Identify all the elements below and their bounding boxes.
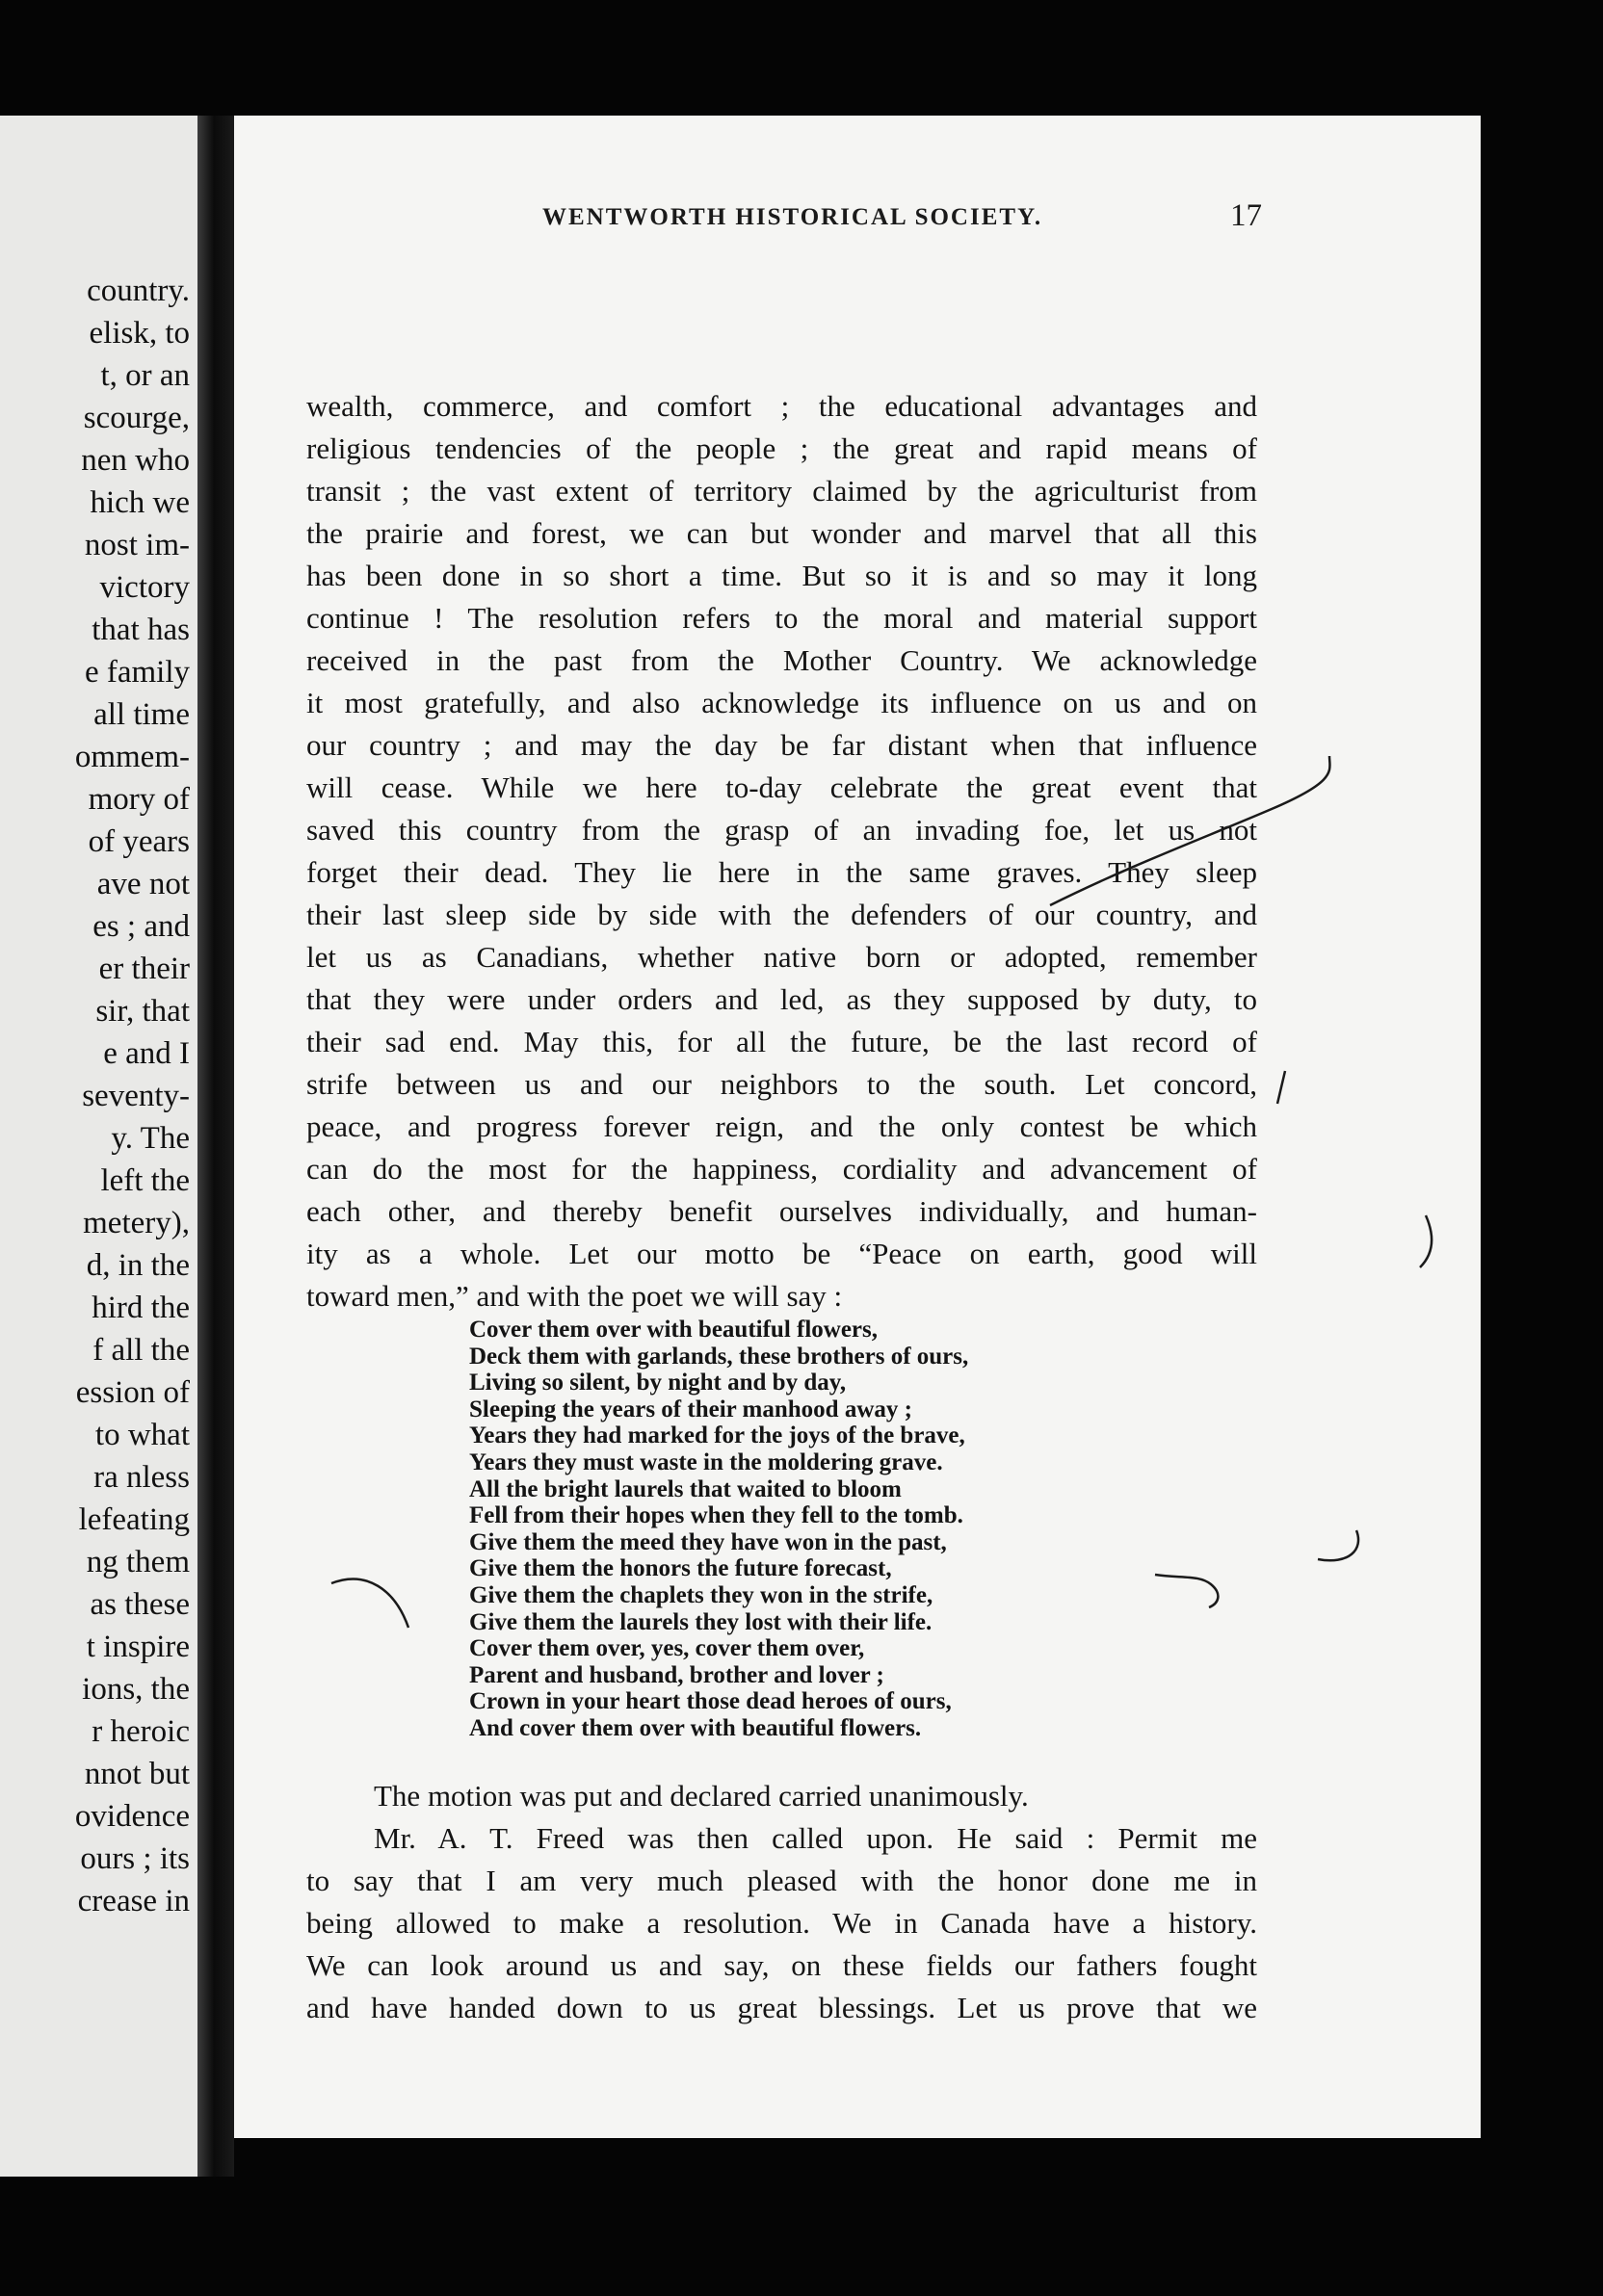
facing-page-line: f all the [92, 1333, 190, 1368]
facing-page-line: nost im- [84, 528, 190, 562]
pencil-mark-margin [1416, 1213, 1445, 1271]
poem-line: Living so silent, by night and by day, [469, 1370, 847, 1396]
poem-line: Give them the laurels they lost with their life. [469, 1608, 933, 1635]
pencil-mark-strike [1040, 751, 1349, 915]
facing-page-line: country. [87, 274, 190, 308]
pencil-mark-margin [1310, 1526, 1368, 1575]
body-line: our country ; and may the day be far distant when that influence [306, 728, 1257, 762]
poem-line: All the bright laurels that waited to bloom [469, 1475, 902, 1502]
facing-page-line: ave not [96, 867, 190, 901]
poem-line: Deck them with garlands, these brothers of ours, [469, 1343, 969, 1370]
body-line: received in the past from the Mother Country. We acknowledge [306, 643, 1257, 677]
pencil-mark-margin [1151, 1565, 1228, 1613]
closing-line: being allowed to make a resolution. We in Canada have a history. [306, 1906, 1257, 1940]
facing-page-line: of years [88, 824, 190, 859]
facing-page-line: ng them [86, 1545, 190, 1579]
poem-line: Cover them over, yes, cover them over, [469, 1635, 865, 1662]
facing-page-line: lefeating [78, 1502, 190, 1537]
facing-page-line: ours ; its [80, 1841, 190, 1876]
book-gutter [197, 116, 234, 2177]
body-line: peace, and progress forever reign, and the only contest be which [306, 1109, 1257, 1143]
facing-page-line: hich we [90, 485, 190, 520]
poem-line: Years they must waste in the moldering grave. [469, 1448, 943, 1475]
body-line: the prairie and forest, we can but wonder and marvel that all this [306, 516, 1257, 550]
body-line: their last sleep side by side with the defenders of our country, and [306, 898, 1257, 931]
facing-page-line: t inspire [86, 1630, 190, 1664]
facing-page-line: ommem- [74, 740, 190, 774]
body-line: forget their dead. They lie here in the same graves. They sleep [306, 855, 1257, 889]
closing-line: Mr. A. T. Freed was then called upon. He said : Permit me [374, 1821, 1257, 1855]
facing-page-line: hird the [92, 1291, 190, 1325]
poem-line: Cover them over with beautiful flowers, [469, 1317, 879, 1343]
body-line: can do the most for the happiness, cordiality and advancement of [306, 1152, 1257, 1186]
facing-page-line: d, in the [86, 1248, 190, 1283]
facing-page-line: left the [100, 1163, 190, 1198]
body-line: each other, and thereby benefit ourselves individually, and human- [306, 1194, 1257, 1228]
facing-page-line: scourge, [83, 401, 190, 435]
facing-page-line: to what [94, 1418, 190, 1452]
facing-page-line: metery), [83, 1206, 190, 1240]
facing-page-line: er their [98, 952, 190, 986]
body-line: let us as Canadians, whether native born or adopted, remember [306, 940, 1257, 974]
facing-page-line: sir, that [95, 994, 190, 1029]
poem-line: Sleeping the years of their manhood away ; [469, 1396, 912, 1422]
facing-page-line: elisk, to [89, 316, 190, 351]
closing-text [306, 1775, 1257, 2029]
facing-page-line: nen who [81, 443, 190, 478]
body-line: religious tendencies of the people ; the great and rapid means of [306, 431, 1257, 465]
body-line: their sad end. May this, for all the future, be the last record of [306, 1025, 1257, 1058]
body-line: will cease. While we here to-day celebrate the great event that [306, 770, 1257, 804]
facing-page-line: r heroic [92, 1714, 190, 1749]
running-head: WENTWORTH HISTORICAL SOCIETY. [542, 204, 1043, 230]
body-line: strife between us and our neighbors to the south. Let concord, [306, 1067, 1257, 1101]
facing-page-line: nnot but [84, 1757, 190, 1791]
poem [469, 1317, 1143, 1742]
poem-line: Give them the chaplets they won in the strife, [469, 1581, 933, 1608]
body-line: wealth, commerce, and comfort ; the educational advantages and [306, 389, 1257, 423]
closing-line: The motion was put and declared carried unanimously. [374, 1779, 1029, 1813]
facing-page-line: mory of [88, 782, 190, 817]
poem-line: Parent and husband, brother and lover ; [469, 1661, 884, 1688]
poem-line: Give them the meed they have won in the past, [469, 1528, 947, 1555]
page-header [308, 198, 1262, 252]
poem-line: Give them the honors the future forecast, [469, 1555, 892, 1582]
facing-page-line: t, or an [100, 358, 190, 393]
body-line: transit ; the vast extent of territory claimed by the agriculturist from [306, 474, 1257, 508]
body-line: it most gratefully, and also acknowledge its influence on us and on [306, 686, 1257, 719]
closing-line: to say that I am very much pleased with the honor done me in [306, 1864, 1257, 1897]
closing-line: and have handed down to us great blessings. Let us prove that we [306, 1991, 1257, 2024]
facing-page-line: y. The [111, 1121, 190, 1156]
facing-page-line: ra nless [93, 1460, 190, 1495]
body-line: continue ! The resolution refers to the moral and material support [306, 601, 1257, 635]
facing-page-line: ions, the [82, 1672, 190, 1707]
facing-page-line: all time [93, 697, 190, 732]
facing-page-line: e and I [103, 1036, 190, 1071]
body-line: saved this country from the grasp of an invading foe, let us not [306, 813, 1257, 847]
poem-line: Years they had marked for the joys of the brave, [469, 1422, 965, 1449]
body-line: has been done in so short a time. But so it is and so may it long [306, 559, 1257, 592]
pencil-mark-margin [328, 1570, 414, 1637]
facing-page-line: e family [84, 655, 190, 690]
closing-line: We can look around us and say, on these fields our fathers fought [306, 1948, 1257, 1982]
facing-page-line: that has [92, 613, 190, 647]
facing-page-line: ovidence [74, 1799, 190, 1834]
poem-line: Crown in your heart those dead heroes of ours, [469, 1688, 952, 1715]
poem-line: And cover them over with beautiful flowers. [469, 1714, 922, 1741]
facing-page-line: victory [99, 570, 190, 605]
facing-page-line: as these [90, 1587, 190, 1622]
facing-page-line: seventy- [82, 1079, 190, 1113]
facing-page-fragment [0, 116, 197, 2177]
body-line: that they were under orders and led, as they supposed by duty, to [306, 982, 1257, 1016]
body-line: toward men,” and with the poet we will say : [306, 1279, 843, 1313]
facing-page-line: es ; and [92, 909, 190, 944]
facing-page-line: ession of [75, 1375, 190, 1410]
facing-page-line: crease in [77, 1884, 190, 1918]
pencil-mark-margin [1272, 1069, 1291, 1108]
page-number: 17 [1230, 198, 1262, 233]
poem-line: Fell from their hopes when they fell to the tomb. [469, 1502, 963, 1529]
body-line: ity as a whole. Let our motto be “Peace on earth, good will [306, 1237, 1257, 1270]
